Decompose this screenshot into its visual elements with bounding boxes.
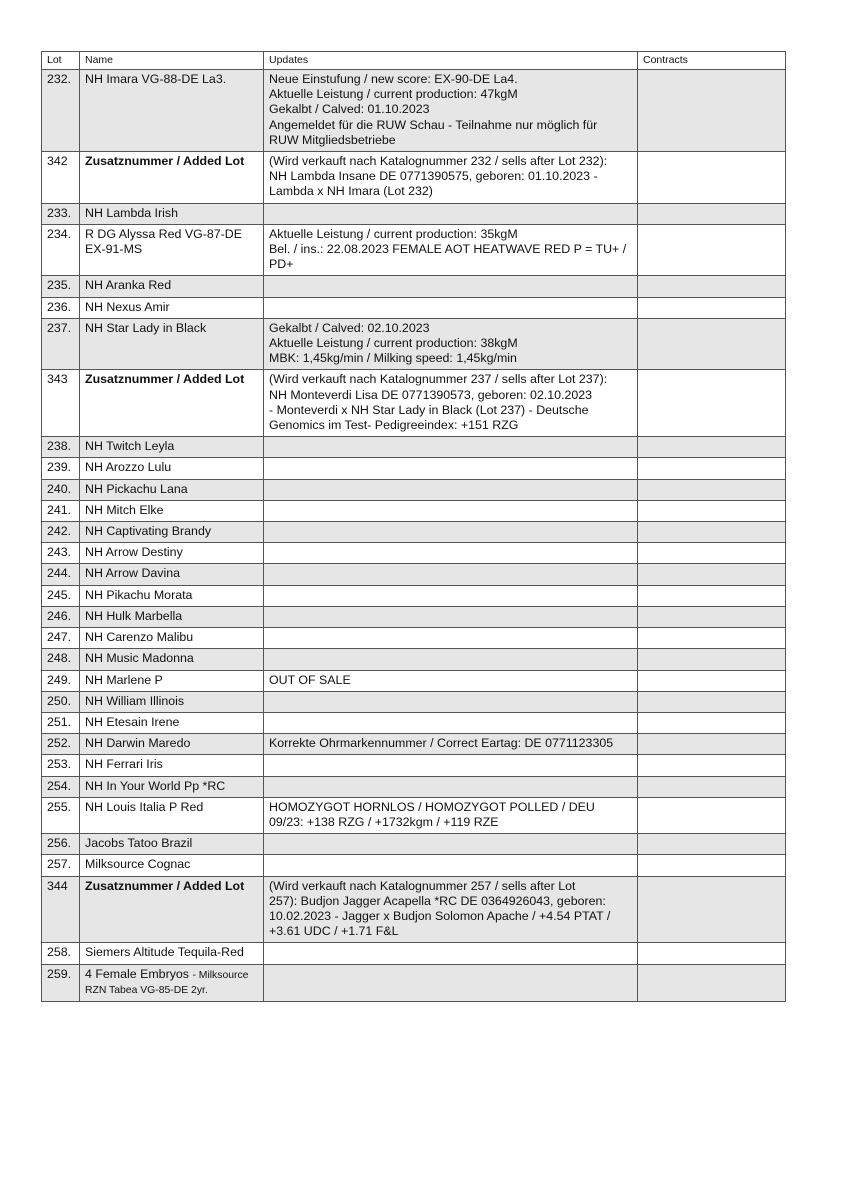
header-name: Name [80, 52, 264, 70]
table-row [42, 691, 786, 712]
table-row [42, 834, 786, 855]
updates-cell [264, 776, 638, 797]
table-row [42, 152, 786, 204]
update-line: Neue Einstufung / new score: EX-90-DE La4. [269, 72, 518, 86]
updates-cell [264, 649, 638, 670]
animal-name-cell: NH Lambda Irish [80, 203, 264, 224]
contracts-cell [638, 755, 786, 776]
animal-name-cell: Zusatznummer / Added Lot [80, 152, 264, 204]
animal-name-cell: NH Arrow Davina [80, 564, 264, 585]
animal-name-cell: NH Aranka Red [80, 276, 264, 297]
contracts-cell [638, 276, 786, 297]
table-row [42, 876, 786, 943]
updates-cell [264, 522, 638, 543]
contracts-cell [638, 876, 786, 943]
table-row [42, 585, 786, 606]
updates-cell [264, 500, 638, 521]
update-line: - Monteverdi x NH Star Lady in Black (Lot 237) - Deutsche [269, 402, 589, 417]
lot-number-cell: 255. [42, 797, 80, 833]
animal-name-cell: NH Darwin Maredo [80, 734, 264, 755]
contracts-cell [638, 370, 786, 437]
animal-name-cell: NH Twitch Leyla [80, 437, 264, 458]
contracts-cell [638, 776, 786, 797]
update-line: (Wird verkauft nach Katalognummer 232 / sells after Lot 232): [269, 154, 608, 169]
contracts-cell [638, 500, 786, 521]
animal-name-cell: Jacobs Tatoo Brazil [80, 834, 264, 855]
lot-number-cell: 248. [42, 649, 80, 670]
updates-cell [264, 734, 638, 755]
updates-cell [264, 712, 638, 733]
table-row [42, 318, 786, 370]
contracts-cell [638, 224, 786, 276]
updates-cell [264, 543, 638, 564]
animal-name-cell: NH Pikachu Morata [80, 585, 264, 606]
updates-cell [264, 797, 638, 833]
table-row [42, 297, 786, 318]
animal-name-cell: NH Imara VG-88-DE La3. [80, 70, 264, 152]
animal-name-cell: NH Captivating Brandy [80, 522, 264, 543]
updates-cell [264, 203, 638, 224]
animal-name-cell: NH Mitch Elke [80, 500, 264, 521]
table-row [42, 458, 786, 479]
contracts-cell [638, 628, 786, 649]
updates-cell [264, 152, 638, 204]
lot-number-cell: 239. [42, 458, 80, 479]
animal-name-cell: NH Carenzo Malibu [80, 628, 264, 649]
contracts-cell [638, 564, 786, 585]
updates-cell [264, 691, 638, 712]
animal-name-cell: NH Hulk Marbella [80, 606, 264, 627]
table-row [42, 70, 786, 152]
table-row [42, 670, 786, 691]
update-line: (Wird verkauft nach Katalognummer 237 / sells after Lot 237): [269, 372, 608, 387]
table-row [42, 370, 786, 437]
animal-name-line2: RZN Tabea VG-85-DE 2yr. [85, 984, 208, 996]
contracts-cell [638, 70, 786, 152]
updates-cell [264, 458, 638, 479]
table-row [42, 522, 786, 543]
update-line: +3.61 UDC / +1.71 F&L [269, 924, 399, 939]
animal-name-cell: Zusatznummer / Added Lot [80, 370, 264, 437]
animal-name-cell [80, 964, 264, 1001]
animal-name-cell: NH In Your World Pp *RC [80, 776, 264, 797]
table-row [42, 649, 786, 670]
table-row [42, 855, 786, 876]
lot-number-cell: 258. [42, 943, 80, 964]
table-row [42, 479, 786, 500]
animal-name-cell: Siemers Altitude Tequila-Red [80, 943, 264, 964]
contracts-cell [638, 670, 786, 691]
contracts-cell [638, 437, 786, 458]
animal-name-cell: NH Pickachu Lana [80, 479, 264, 500]
contracts-cell [638, 479, 786, 500]
lot-number-cell: 251. [42, 712, 80, 733]
update-line: Genomics im Test- Pedigreeindex: +151 RZG [269, 418, 519, 433]
table-row [42, 203, 786, 224]
animal-name-cell: Milksource Cognac [80, 855, 264, 876]
update-line: Angemeldet für die RUW Schau - Teilnahme nur möglich für [269, 117, 598, 132]
table-body [42, 70, 786, 1002]
lot-number-cell: 235. [42, 276, 80, 297]
updates-cell [264, 964, 638, 1001]
table-header-row [42, 52, 786, 70]
lot-updates-table [41, 51, 786, 1002]
update-line: RUW Mitgliedsbetriebe [269, 132, 396, 147]
update-line: 09/23: +138 RZG / +1732kgm / +119 RZE [269, 814, 499, 829]
contracts-cell [638, 543, 786, 564]
update-line: (Wird verkauft nach Katalognummer 257 / sells after Lot [269, 878, 576, 893]
lot-number-cell: 234. [42, 224, 80, 276]
table-row [42, 797, 786, 833]
lot-number-cell: 246. [42, 606, 80, 627]
updates-cell [264, 224, 638, 276]
table-row [42, 943, 786, 964]
update-line: 10.02.2023 - Jagger x Budjon Solomon Apache / +4.54 PTAT / [269, 908, 611, 923]
update-line: Aktuelle Leistung / current production: 47kgM [269, 87, 518, 102]
update-line: Lambda x NH Imara (Lot 232) [269, 184, 433, 199]
table-row [42, 224, 786, 276]
contracts-cell [638, 606, 786, 627]
animal-name-cell: NH William Illinois [80, 691, 264, 712]
lot-number-cell: 257. [42, 855, 80, 876]
header-lot: Lot [42, 52, 80, 70]
table-row [42, 543, 786, 564]
animal-name-cell: NH Star Lady in Black [80, 318, 264, 370]
updates-cell [264, 834, 638, 855]
update-line: Gekalbt / Calved: 01.10.2023 [269, 102, 430, 117]
table-row [42, 437, 786, 458]
updates-cell [264, 370, 638, 437]
update-line: Aktuelle Leistung / current production: 38kgM [269, 336, 518, 351]
contracts-cell [638, 297, 786, 318]
updates-cell [264, 564, 638, 585]
table-row [42, 628, 786, 649]
contracts-cell [638, 855, 786, 876]
contracts-cell [638, 203, 786, 224]
lot-number-cell: 233. [42, 203, 80, 224]
lot-number-cell: 245. [42, 585, 80, 606]
updates-cell [264, 585, 638, 606]
updates-cell [264, 755, 638, 776]
table-row [42, 776, 786, 797]
contracts-cell [638, 458, 786, 479]
table-row [42, 276, 786, 297]
contracts-cell [638, 964, 786, 1001]
contracts-cell [638, 649, 786, 670]
update-line: Aktuelle Leistung / current production: 35kgM [269, 226, 518, 241]
animal-name-cell: NH Arrow Destiny [80, 543, 264, 564]
contracts-cell [638, 691, 786, 712]
lot-number-cell: 252. [42, 734, 80, 755]
contracts-cell [638, 522, 786, 543]
animal-name-cell: Zusatznummer / Added Lot [80, 876, 264, 943]
update-line: OUT OF SALE [269, 672, 351, 687]
contracts-cell [638, 712, 786, 733]
table-row [42, 712, 786, 733]
lot-number-cell: 253. [42, 755, 80, 776]
updates-cell [264, 943, 638, 964]
contracts-cell [638, 797, 786, 833]
lot-number-cell: 241. [42, 500, 80, 521]
header-contracts: Contracts [638, 52, 786, 70]
update-line: Korrekte Ohrmarkennummer / Correct Eartag: DE 0771123305 [269, 736, 614, 751]
contracts-cell [638, 734, 786, 755]
contracts-cell [638, 834, 786, 855]
updates-cell [264, 437, 638, 458]
table-row [42, 606, 786, 627]
update-line: HOMOZYGOT HORNLOS / HOMOZYGOT POLLED / DEU [269, 799, 595, 814]
animal-name: 4 Female Embryos [85, 966, 189, 981]
table-row [42, 964, 786, 1001]
lot-number-cell: 236. [42, 297, 80, 318]
animal-name-cell: NH Etesain Irene [80, 712, 264, 733]
animal-name-cell: NH Arozzo Lulu [80, 458, 264, 479]
updates-cell [264, 670, 638, 691]
updates-cell [264, 318, 638, 370]
lot-number-cell: 343 [42, 370, 80, 437]
contracts-cell [638, 318, 786, 370]
updates-cell [264, 855, 638, 876]
lot-number-cell: 247. [42, 628, 80, 649]
update-line: NH Monteverdi Lisa DE 0771390573, geboren: 02.10.2023 [269, 387, 593, 402]
lot-number-cell: 238. [42, 437, 80, 458]
lot-number-cell: 240. [42, 479, 80, 500]
table-row [42, 755, 786, 776]
lot-number-cell: 232. [42, 70, 80, 152]
lot-number-cell: 259. [42, 964, 80, 1001]
table-row [42, 564, 786, 585]
update-line: MBK: 1,45kg/min / Milking speed: 1,45kg/min [269, 351, 517, 366]
lot-number-cell: 342 [42, 152, 80, 204]
updates-cell [264, 70, 638, 152]
table-row [42, 500, 786, 521]
lot-number-cell: 344 [42, 876, 80, 943]
lot-number-cell: 237. [42, 318, 80, 370]
contracts-cell [638, 152, 786, 204]
updates-cell [264, 276, 638, 297]
update-line: Gekalbt / Calved: 02.10.2023 [269, 320, 430, 335]
table-row [42, 734, 786, 755]
updates-cell [264, 297, 638, 318]
updates-cell [264, 606, 638, 627]
contracts-cell [638, 943, 786, 964]
lot-number-cell: 249. [42, 670, 80, 691]
animal-name-cell: NH Nexus Amir [80, 297, 264, 318]
animal-name-cell: NH Louis Italia P Red [80, 797, 264, 833]
updates-cell [264, 628, 638, 649]
animal-name-cell: R DG Alyssa Red VG-87-DE EX-91-MS [80, 224, 264, 276]
update-line: NH Lambda Insane DE 0771390575, geboren: 01.10.2023 - [269, 169, 598, 184]
header-updates: Updates [264, 52, 638, 70]
lot-number-cell: 254. [42, 776, 80, 797]
animal-name-cell: NH Music Madonna [80, 649, 264, 670]
animal-name-cell: NH Ferrari Iris [80, 755, 264, 776]
lot-number-cell: 244. [42, 564, 80, 585]
updates-cell [264, 876, 638, 943]
update-line: Bel. / ins.: 22.08.2023 FEMALE AOT HEATWAVE RED P = TU+ / PD+ [269, 242, 627, 272]
update-line: 257): Budjon Jagger Acapella *RC DE 0364926043, geboren: [269, 893, 606, 908]
animal-name-cell: NH Marlene P [80, 670, 264, 691]
lot-number-cell: 250. [42, 691, 80, 712]
animal-name-suffix: - Milksource [192, 969, 249, 981]
updates-cell [264, 479, 638, 500]
contracts-cell [638, 585, 786, 606]
lot-number-cell: 242. [42, 522, 80, 543]
lot-number-cell: 256. [42, 834, 80, 855]
lot-number-cell: 243. [42, 543, 80, 564]
